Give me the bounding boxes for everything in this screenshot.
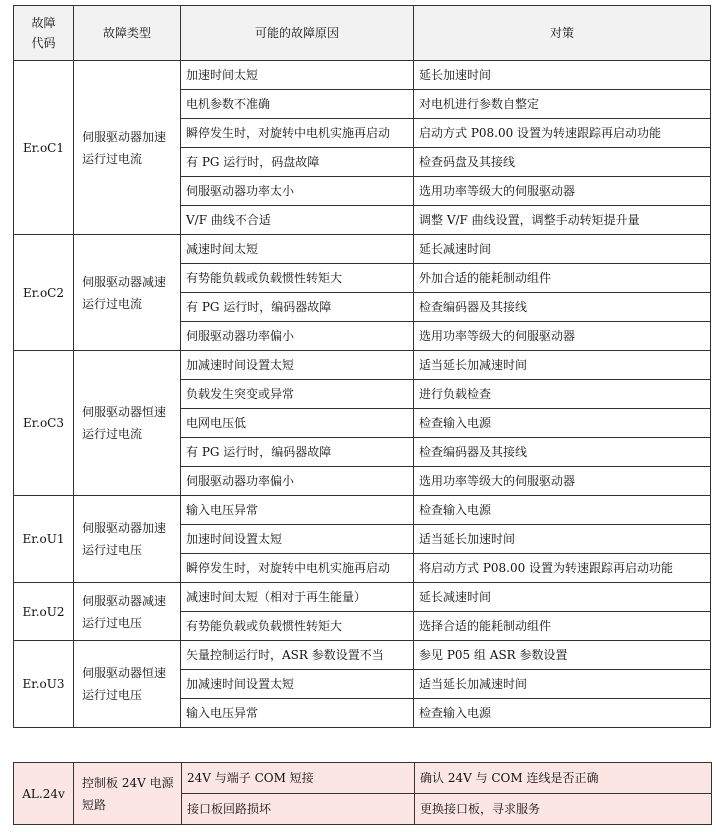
- fault-cause: 瞬停发生时，对旋转中电机实施再启动: [181, 554, 414, 583]
- header-code: 故障 代码: [14, 6, 74, 61]
- fault-type: 伺服驱动器加速运行过电压: [74, 496, 181, 583]
- fault-action: 启动方式 P08.00 设置为转速跟踪再启动功能: [414, 119, 711, 148]
- fault-action: 检查输入电源: [414, 699, 711, 728]
- fault-type: 伺服驱动器恒速运行过电压: [74, 641, 181, 728]
- fault-action: 延长减速时间: [414, 235, 711, 264]
- header-action: 对策: [414, 6, 711, 61]
- fault-action: 进行负载检查: [414, 380, 711, 409]
- fault-action: 检查编码器及其接线: [414, 438, 711, 467]
- fault-action: 将启动方式 P08.00 设置为转速跟踪再启动功能: [414, 554, 711, 583]
- fault-action: 检查码盘及其接线: [414, 148, 711, 177]
- fault-cause: 负载发生突变或异常: [181, 380, 414, 409]
- fault-cause: 伺服驱动器功率偏小: [181, 322, 414, 351]
- header-row: [14, 6, 711, 61]
- fault-code: Er.oC2: [14, 235, 74, 351]
- fault-cause: 减速时间太短（相对于再生能量）: [181, 583, 414, 612]
- fault-action: 检查编码器及其接线: [414, 293, 711, 322]
- fault-cause: 有势能负载或负载惯性转矩大: [181, 264, 414, 293]
- fault-code: Er.oC1: [14, 61, 74, 235]
- header-type: 故障类型: [74, 6, 181, 61]
- fault-type: 伺服驱动器减速运行过电流: [74, 235, 181, 351]
- fault-action: 调整 V/F 曲线设置，调整手动转矩提升量: [414, 206, 711, 235]
- fault-row: [14, 235, 711, 264]
- fault-cause: 输入电压异常: [181, 699, 414, 728]
- fault-action: 检查输入电源: [414, 496, 711, 525]
- fault-action: 延长减速时间: [414, 583, 711, 612]
- alarm-cause: 接口板回路损坏: [182, 794, 415, 825]
- fault-action: 适当延长加减速时间: [414, 670, 711, 699]
- fault-action: 检查输入电源: [414, 409, 711, 438]
- fault-action: 适当延长加速时间: [414, 525, 711, 554]
- fault-action: 适当延长加减速时间: [414, 351, 711, 380]
- alarm-action: 更换接口板，寻求服务: [415, 794, 712, 825]
- fault-cause: 加速时间太短: [181, 61, 414, 90]
- header-cause: 可能的故障原因: [181, 6, 414, 61]
- alarm-action: 确认 24V 与 COM 连线是否正确: [415, 763, 712, 794]
- fault-row: [14, 641, 711, 670]
- fault-cause: 有 PG 运行时，编码器故障: [181, 293, 414, 322]
- fault-cause: 电机参数不准确: [181, 90, 414, 119]
- fault-cause: 有势能负载或负载惯性转矩大: [181, 612, 414, 641]
- fault-table: [13, 5, 711, 728]
- fault-action: 延长加速时间: [414, 61, 711, 90]
- fault-cause: 有 PG 运行时，编码器故障: [181, 438, 414, 467]
- fault-type: 伺服驱动器恒速运行过电流: [74, 351, 181, 496]
- fault-action: 外加合适的能耗制动组件: [414, 264, 711, 293]
- fault-cause: 伺服驱动器功率偏小: [181, 467, 414, 496]
- fault-cause: 减速时间太短: [181, 235, 414, 264]
- alarm-row: [14, 763, 712, 794]
- alarm-table: [13, 762, 712, 825]
- fault-type: 伺服驱动器减速运行过电压: [74, 583, 181, 641]
- fault-action: 选用功率等级大的伺服驱动器: [414, 467, 711, 496]
- fault-code: Er.oU2: [14, 583, 74, 641]
- alarm-type: 控制板 24V 电源短路: [74, 763, 182, 825]
- fault-action: 参见 P05 组 ASR 参数设置: [414, 641, 711, 670]
- alarm-cause: 24V 与端子 COM 短接: [182, 763, 415, 794]
- fault-cause: 输入电压异常: [181, 496, 414, 525]
- fault-type: 伺服驱动器加速运行过电流: [74, 61, 181, 235]
- fault-row: [14, 583, 711, 612]
- fault-cause: 加减速时间设置太短: [181, 351, 414, 380]
- alarm-code: AL.24v: [14, 763, 74, 825]
- fault-action: 选用功率等级大的伺服驱动器: [414, 177, 711, 206]
- fault-code: Er.oU1: [14, 496, 74, 583]
- fault-cause: 电网电压低: [181, 409, 414, 438]
- fault-cause: 瞬停发生时，对旋转中电机实施再启动: [181, 119, 414, 148]
- fault-cause: 有 PG 运行时，码盘故障: [181, 148, 414, 177]
- fault-cause: V/F 曲线不合适: [181, 206, 414, 235]
- fault-cause: 加减速时间设置太短: [181, 670, 414, 699]
- fault-row: [14, 61, 711, 90]
- fault-cause: 伺服驱动器功率太小: [181, 177, 414, 206]
- fault-row: [14, 351, 711, 380]
- fault-table-body: [14, 61, 711, 728]
- fault-cause: 加速时间设置太短: [181, 525, 414, 554]
- fault-code: Er.oC3: [14, 351, 74, 496]
- fault-action: 对电机进行参数自整定: [414, 90, 711, 119]
- fault-cause: 矢量控制运行时，ASR 参数设置不当: [181, 641, 414, 670]
- fault-action: 选择合适的能耗制动组件: [414, 612, 711, 641]
- fault-code: Er.oU3: [14, 641, 74, 728]
- fault-table-header: [14, 6, 711, 61]
- fault-row: [14, 496, 711, 525]
- fault-action: 选用功率等级大的伺服驱动器: [414, 322, 711, 351]
